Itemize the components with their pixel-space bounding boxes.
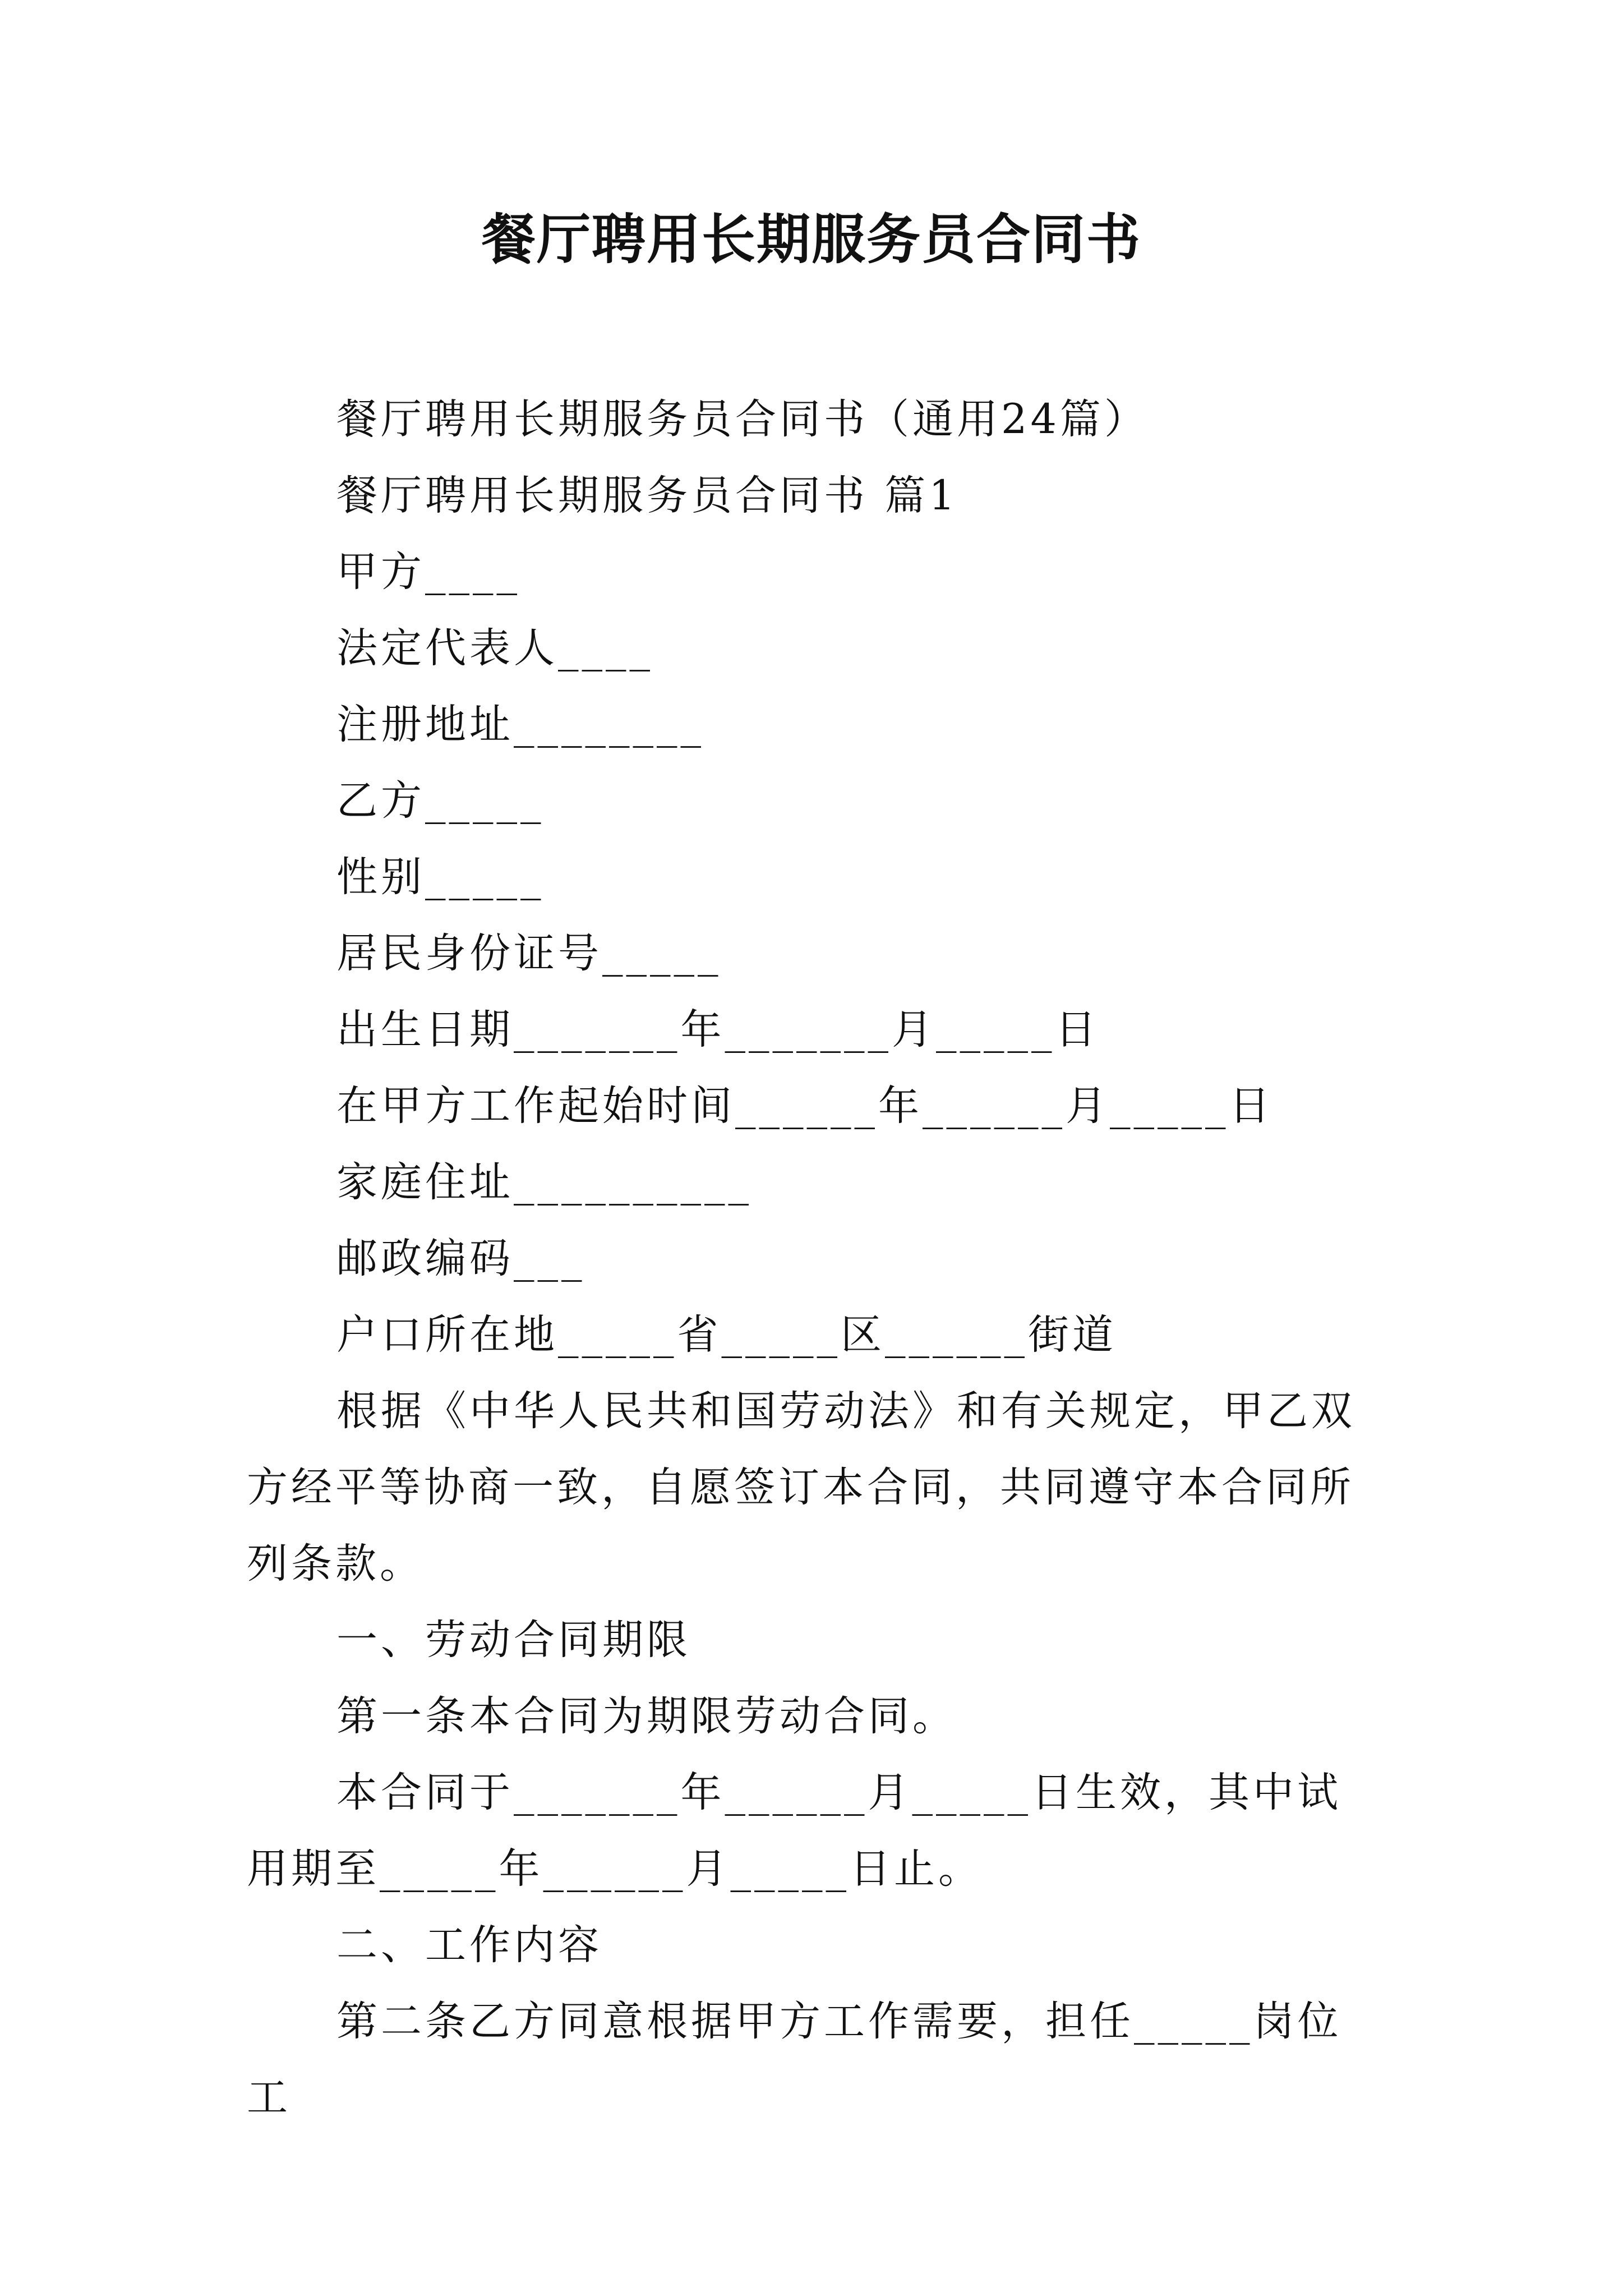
field-birth-date: 出生日期_______年_______月_____日 bbox=[336, 1006, 1100, 1053]
paragraph-effective-date: 本合同于_______年______月_____日生效，其中试用期至_____年______月_____日止。 bbox=[247, 1769, 1341, 1893]
field-id-number: 居民身份证号_____ bbox=[336, 930, 722, 977]
article-1: 第一条本合同为期限劳动合同。 bbox=[336, 1692, 957, 1740]
document-body bbox=[247, 381, 1385, 2136]
field-party-b: 乙方_____ bbox=[336, 777, 545, 825]
heading-contract-term: 一、劳动合同期限 bbox=[336, 1616, 691, 1664]
field-household-registration: 户口所在地_____省_____区______街道 bbox=[336, 1311, 1117, 1359]
field-gender: 性别_____ bbox=[336, 853, 545, 901]
field-registered-address: 注册地址________ bbox=[336, 701, 704, 748]
field-postal-code: 邮政编码___ bbox=[336, 1235, 585, 1282]
field-home-address: 家庭住址__________ bbox=[336, 1158, 752, 1206]
heading-work-content: 二、工作内容 bbox=[336, 1921, 602, 1969]
article-2: 第二条乙方同意根据甲方工作需要，担任_____岗位工 bbox=[247, 1998, 1342, 2122]
document-title: 餐厅聘用长期服务员合同书 bbox=[482, 208, 1141, 271]
field-party-a: 甲方____ bbox=[336, 548, 520, 596]
paragraph-subtitle: 餐厅聘用长期服务员合同书（通用24篇） bbox=[336, 395, 1149, 443]
field-start-date: 在甲方工作起始时间______年______月_____日 bbox=[336, 1082, 1274, 1130]
field-legal-representative: 法定代表人____ bbox=[336, 624, 653, 672]
paragraph-section-heading: 餐厅聘用长期服务员合同书 篇1 bbox=[336, 472, 958, 519]
paragraph-preamble: 根据《中华人民共和国劳动法》和有关规定，甲乙双方经平等协商一致，自愿签订本合同，共同遵守本合同所列条款。 bbox=[247, 1387, 1355, 1588]
